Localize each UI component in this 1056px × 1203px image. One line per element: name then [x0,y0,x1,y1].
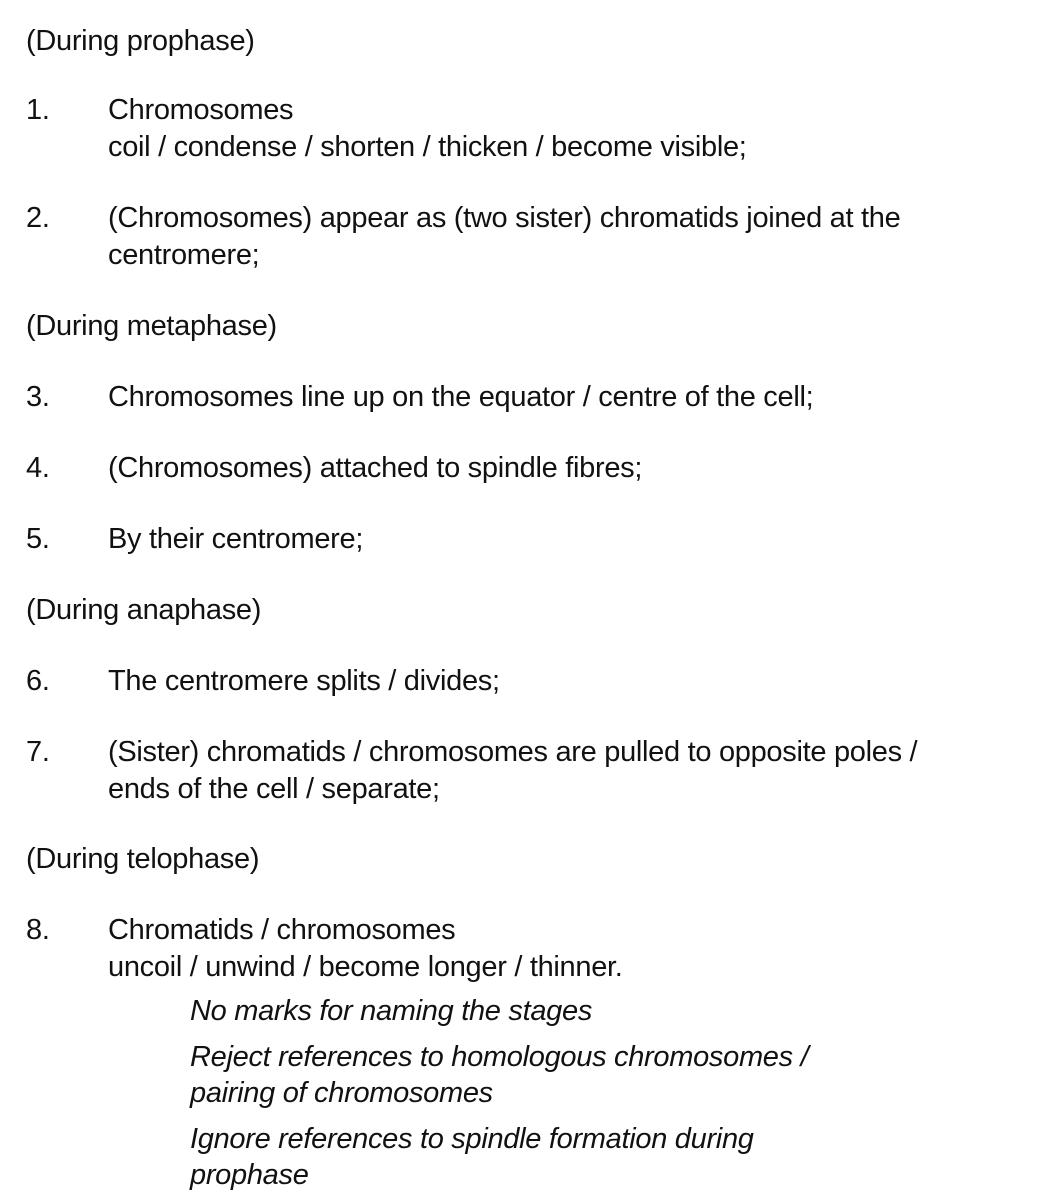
point-number: 3. [26,381,50,413]
point-text [108,663,1036,700]
point-line: Chromatids / chromosomes [108,914,456,946]
point-number: 1. [26,94,50,126]
note-line: No marks for naming the stages [190,995,593,1027]
note-no-marks [190,993,1030,1029]
point-number: 4. [26,452,50,484]
point-number: 5. [26,523,50,555]
point-2 [26,200,1036,274]
point-text [108,379,1036,416]
point-line: The centromere splits / divides; [108,665,500,697]
note-reject-homologous [190,1039,1030,1111]
examiner-notes [190,993,1030,1203]
point-3 [26,379,1036,416]
point-1 [26,92,1036,166]
point-text [108,912,1036,986]
point-line: (Chromosomes) attached to spindle fibres; [108,452,643,484]
note-line: pairing of chromosomes [190,1077,493,1109]
point-number: 7. [26,736,50,768]
point-line: uncoil / unwind / become longer / thinner. [108,951,623,983]
point-line: By their centromere; [108,523,364,555]
point-line: (Sister) chromatids / chromosomes are pulled to opposite poles / [108,736,918,768]
point-7 [26,734,1036,808]
note-line: Ignore references to spindle formation during [190,1123,754,1155]
note-line: prophase [190,1159,309,1191]
point-line: coil / condense / shorten / thicken / become visible; [108,131,747,163]
point-line: Chromosomes line up on the equator / centre of the cell; [108,381,814,413]
point-text [108,450,1036,487]
point-text [108,200,1036,274]
point-line: centromere; [108,239,260,271]
note-line: Reject references to homologous chromosomes / [190,1041,809,1073]
point-number: 2. [26,202,50,234]
point-line: ends of the cell / separate; [108,773,440,805]
metaphase-heading: (During metaphase) [26,310,277,342]
point-8 [26,912,1036,986]
point-text [108,521,1036,558]
point-text [108,92,1036,166]
point-5 [26,521,1036,558]
point-line: (Chromosomes) appear as (two sister) chromatids joined at the [108,202,901,234]
point-6 [26,663,1036,700]
note-ignore-spindle [190,1121,1030,1193]
point-number: 6. [26,665,50,697]
point-4 [26,450,1036,487]
point-number: 8. [26,914,50,946]
telophase-heading: (During telophase) [26,843,260,875]
anaphase-heading: (During anaphase) [26,594,262,626]
prophase-heading: (During prophase) [26,25,255,57]
point-text [108,734,1036,808]
point-line: Chromosomes [108,94,294,126]
